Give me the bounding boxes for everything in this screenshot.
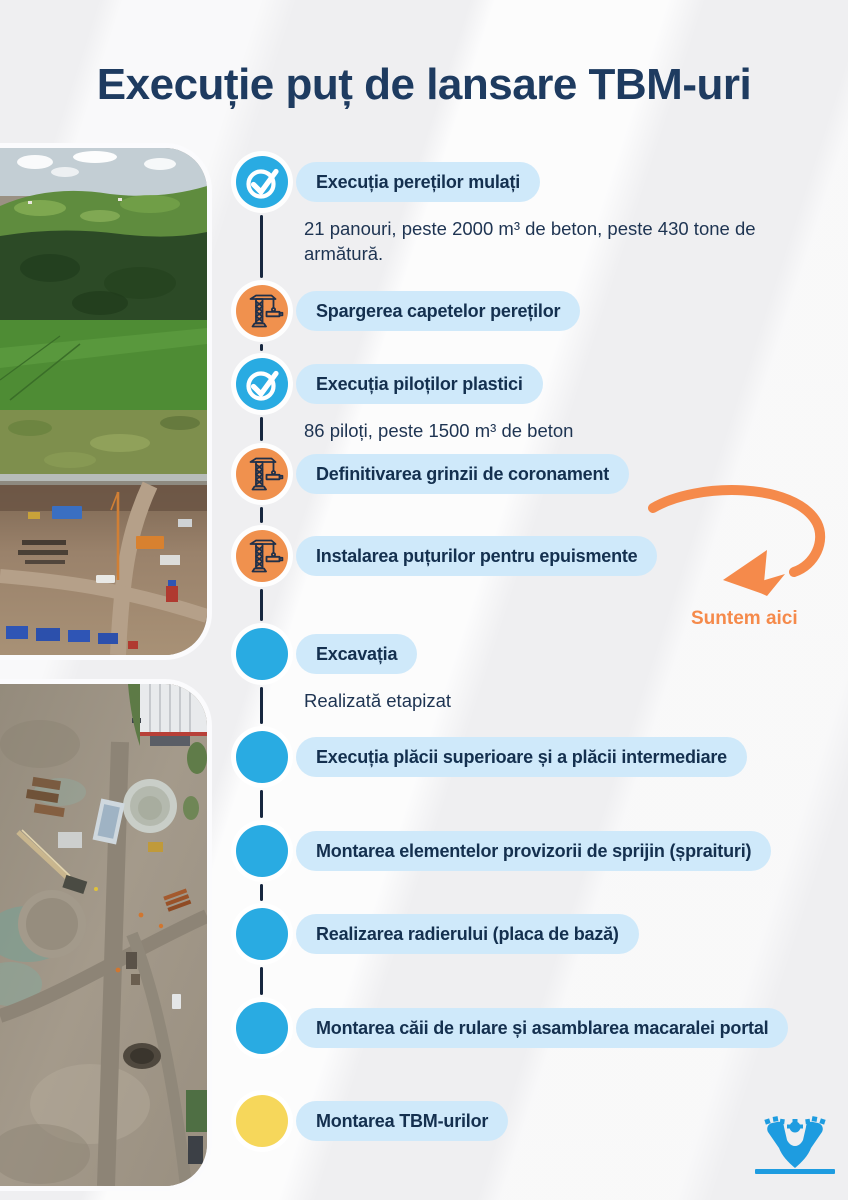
stage-label-pill: [296, 536, 657, 576]
timeline-connector: [260, 790, 263, 818]
timeline-item: [236, 285, 580, 337]
timeline-item: [236, 1002, 788, 1054]
blue-dot-icon: [236, 1002, 288, 1054]
timeline-connector: [260, 967, 263, 995]
current-stage-label: Suntem aici: [691, 608, 798, 629]
check-badge-icon: [236, 156, 288, 208]
stage-label-pill: [296, 454, 629, 494]
timeline-item: [236, 1095, 508, 1147]
builder-figure-logo-icon: [752, 1116, 838, 1178]
current-stage-annotation: [645, 478, 845, 638]
stage-label: Realizarea radierului (placa de bază): [316, 923, 619, 944]
stage-label: Montarea elementelor provizorii de sprijin (șpraituri): [316, 840, 752, 861]
stage-label-pill: [296, 364, 543, 404]
tower-crane-icon: [236, 285, 288, 337]
check-badge-icon: [236, 358, 288, 410]
blue-dot-icon: [236, 908, 288, 960]
stage-label-pill: [296, 634, 417, 674]
stage-label: Montarea TBM-urilor: [316, 1110, 489, 1131]
stage-label: Definitivarea grinzii de coronament: [316, 463, 610, 484]
curved-arrow-icon: [645, 478, 837, 602]
stage-label: Montarea căii de rulare și asamblarea macaralei portal: [316, 1017, 769, 1038]
timeline-item: [236, 358, 573, 444]
timeline-item: [236, 156, 816, 267]
stage-label: Instalarea puțurilor pentru epuismente: [316, 545, 638, 566]
timeline-connector: [260, 344, 263, 351]
timeline-item: [236, 731, 747, 783]
blue-dot-icon: [236, 731, 288, 783]
timeline-connector: [260, 417, 263, 441]
timeline-connector: [260, 589, 263, 621]
timeline-connector: [260, 884, 263, 901]
stage-detail: Realizată etapizat: [304, 690, 452, 711]
stage-label-pill: [296, 831, 771, 871]
blue-dot-icon: [236, 825, 288, 877]
timeline-item: [236, 530, 657, 582]
stage-label-pill: [296, 737, 747, 777]
stage-detail: 21 panouri, peste 2000 m³ de beton, peste 430 tone de armătură.: [304, 218, 756, 264]
timeline-connector: [260, 507, 263, 523]
timeline-item: [236, 825, 771, 877]
stage-label-pill: [296, 1101, 508, 1141]
company-logo: [752, 1116, 838, 1178]
stage-label: Execuția pereților mulați: [316, 171, 521, 192]
timeline-connector: [260, 215, 263, 278]
stage-label-pill: [296, 914, 639, 954]
tower-crane-icon: [236, 448, 288, 500]
timeline-item: [236, 448, 629, 500]
yellow-dot-icon: [236, 1095, 288, 1147]
stage-label-pill: [296, 162, 540, 202]
page-title: Execuție puț de lansare TBM-uri: [96, 60, 752, 109]
timeline-item: [236, 908, 639, 960]
tower-crane-icon: [236, 530, 288, 582]
stage-label-pill: [296, 291, 580, 331]
timeline-item: [236, 628, 451, 714]
stage-label: Execuția plăcii superioare și a plăcii intermediare: [316, 746, 727, 767]
stage-label: Excavația: [316, 643, 398, 664]
stage-label-pill: [296, 1008, 788, 1048]
stage-detail: 86 piloți, peste 1500 m³ de beton: [304, 420, 574, 441]
stage-label: Execuția piloților plastici: [316, 373, 523, 394]
stage-label: Spargerea capetelor pereților: [316, 300, 561, 321]
timeline-connector: [260, 687, 263, 724]
blue-dot-icon: [236, 628, 288, 680]
